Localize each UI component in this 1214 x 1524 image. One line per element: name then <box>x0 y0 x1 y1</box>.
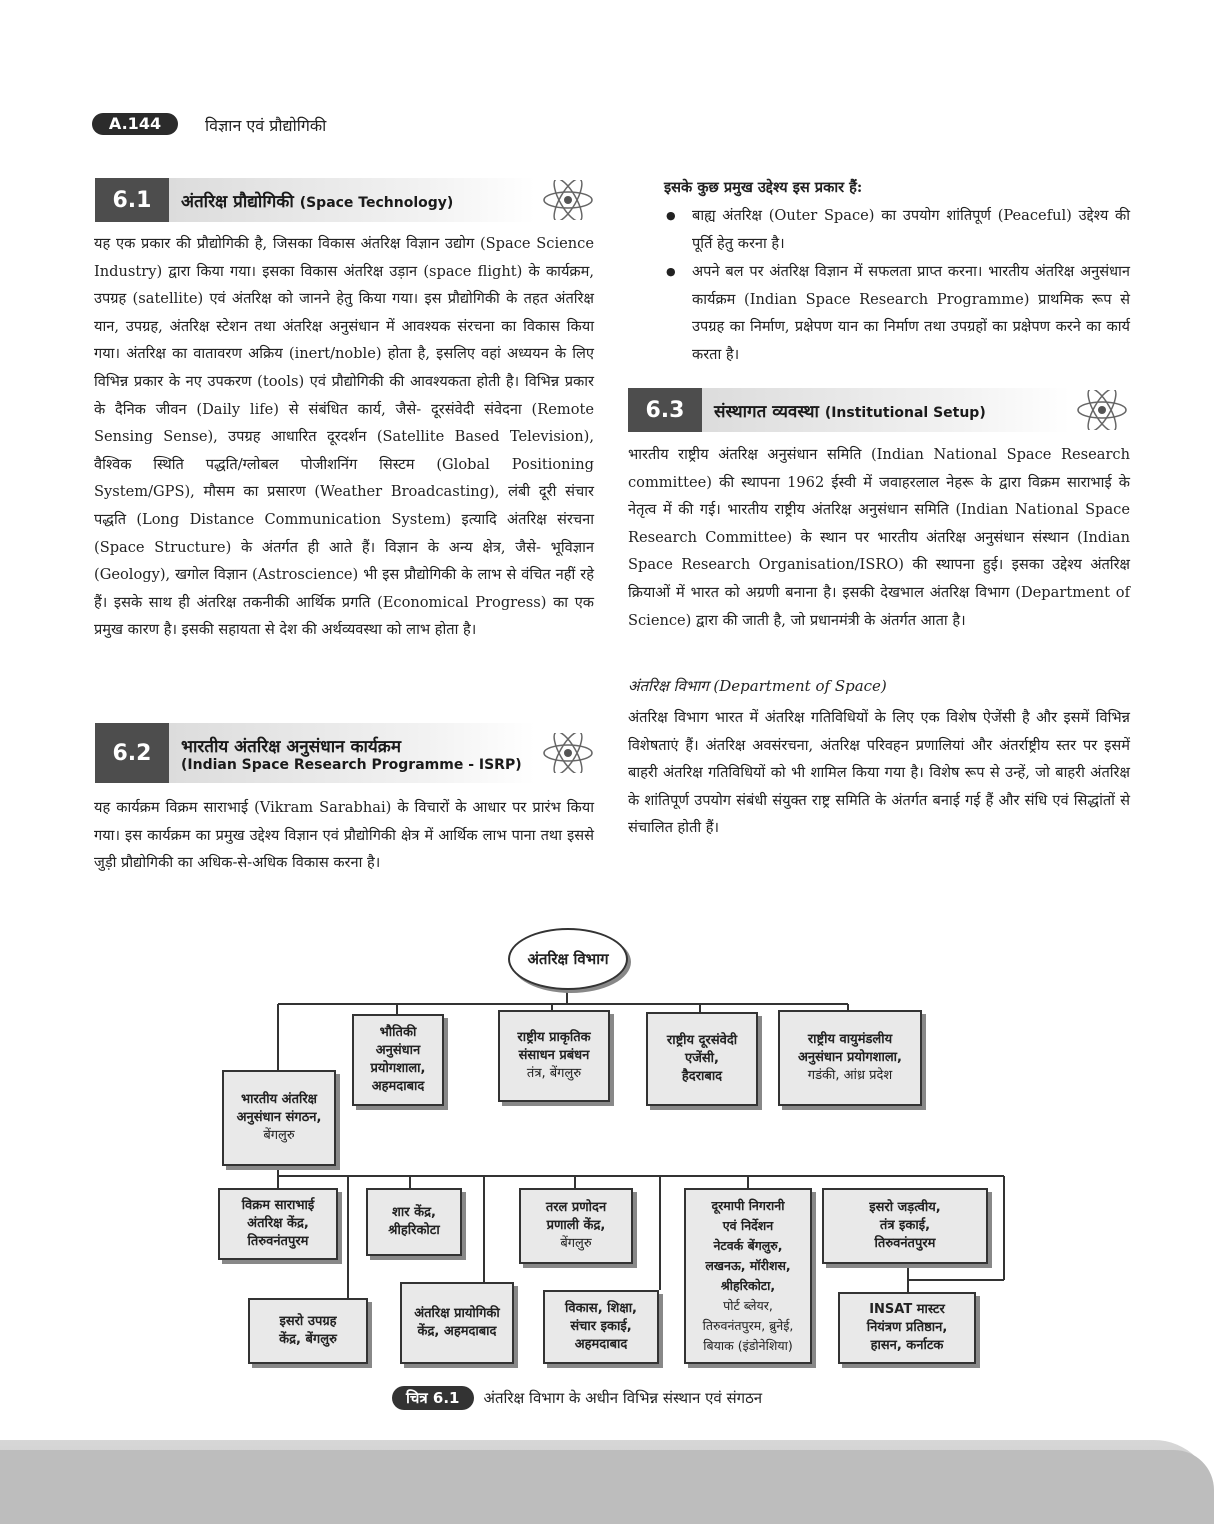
section-6-2-paragraph: यह कार्यक्रम विक्रम साराभाई (Vikram Sarabhai) के विचारों के आधार पर प्रारंभ किया गया। इस कार्यक्रम का प्रमुख उद्देश्य विज्ञान एवं प्रौद्योगिकी क्षेत्र में आर्थिक लाभ पाना तथा इससे जुड़ी प्रौद्योगिकी का अधिक-से-अधिक विकास करना है। <box>94 799 594 872</box>
node-line: श्रीहरिकोटा <box>388 1223 440 1238</box>
chart-node <box>498 1010 610 1102</box>
node-line: राष्ट्रीय प्राकृतिक <box>517 1030 591 1045</box>
node-line: अहमदाबाद <box>371 1079 425 1094</box>
chart-node-isro <box>222 1070 336 1166</box>
node-line: बियाक (इंडोनेशिया) <box>703 1338 793 1353</box>
node-line: अनुसंधान <box>375 1043 421 1058</box>
node-line: INSAT मास्टर <box>869 1302 945 1317</box>
section-6-3-paragraph: भारतीय राष्ट्रीय अंतरिक्ष अनुसंधान समिति (Indian National Space Research committee) की स्थापना 1962 ईस्वी में जवाहरलाल नेहरू के द्वारा विक्रम साराभाई के नेतृत्व में की गई। भारतीय राष्ट्रीय अंतरिक्ष अनुसंधान समिति (Indian National Space Research Committee) के स्थान पर भारतीय अंतरिक्ष अनुसंधान संस्थान (Indian Space Research Organisation/ISRO) की स्थापना हुई। इसका उद्देश्य अंतरिक्ष क्रियाओं में भारत को अग्रणी बनाना है। इसकी देखभाल अंतरिक्ष विभाग (Department of Science) द्वारा की जाती है, जो प्रधानमंत्री के अंतर्गत आता है। <box>628 446 1130 629</box>
node-line: हैदराबाद <box>681 1069 723 1084</box>
figure-caption-text: अंतरिक्ष विभाग के अधीन विभिन्न संस्थान एवं संगठन <box>483 1389 763 1407</box>
node-line: बेंगलुरु <box>560 1236 592 1251</box>
objective-item: ● अपने बल पर अंतरिक्ष विज्ञान में सफलता प्राप्त करना। भारतीय अंतरिक्ष अनुसंधान कार्यक्रम (Indian Space Research Programme) प्राथमिक रूप से उपग्रह का निर्माण, प्रक्षेपण यान का निर्माण तथा उपग्रहों का प्रक्षेपण करने का कार्य करता है। <box>664 258 1130 368</box>
figure-caption <box>392 1386 762 1410</box>
title-hindi: संस्थागत व्यवस्था <box>714 401 819 422</box>
node-line: संसाधन प्रबंधन <box>518 1048 590 1063</box>
node-line: संचार इकाई, <box>570 1319 632 1334</box>
node-line: दूरमापी निगरानी <box>711 1198 785 1213</box>
chart-root-node: अंतरिक्ष विभाग <box>508 928 628 990</box>
title-hindi: भारतीय अंतरिक्ष अनुसंधान कार्यक्रम <box>181 736 401 757</box>
node-line: अंतरिक्ष केंद्र, <box>247 1216 309 1231</box>
figure-label: चित्र 6.1 <box>392 1386 474 1410</box>
section-number: 6.3 <box>628 388 702 432</box>
chart-node <box>543 1290 659 1364</box>
section-number: 6.2 <box>95 723 169 783</box>
chart-node <box>778 1010 922 1106</box>
chart-node <box>248 1298 368 1364</box>
node-line: अहमदाबाद <box>574 1337 628 1352</box>
node-line: प्रयोगशाला, <box>370 1061 426 1076</box>
node-line: राष्ट्रीय वायुमंडलीय <box>807 1032 893 1047</box>
chart-node <box>218 1188 338 1260</box>
node-line: पोर्ट ब्लेयर, <box>723 1298 773 1313</box>
chart-node <box>366 1188 462 1256</box>
chart-node <box>519 1188 633 1264</box>
node-line: तिरुवनंतपुरम, ब्रुनेई, <box>702 1318 794 1333</box>
node-line: गडंकी, आंध्र प्रदेश <box>807 1068 893 1083</box>
title-english: (Institutional Setup) <box>824 404 986 421</box>
node-line: भारतीय अंतरिक्ष <box>240 1092 317 1107</box>
chart-node <box>646 1012 758 1106</box>
node-line: इसरो जड़त्वीय, <box>869 1200 941 1215</box>
chart-node <box>822 1188 988 1264</box>
title-english: (Space Technology) <box>299 194 454 211</box>
node-line: राष्ट्रीय दूरसंवेदी <box>666 1033 738 1048</box>
node-line: बेंगलुरु <box>263 1128 295 1143</box>
chart-node <box>352 1014 444 1106</box>
node-line: केंद्र, अहमदाबाद <box>417 1324 497 1339</box>
department-paragraph: अंतरिक्ष विभाग भारत में अंतरिक्ष गतिविधियों के लिए एक विशेष ऐजेंसी है और इसमें विभिन्न विशेषताएं हैं। अंतरिक्ष अवसंरचना, अंतरिक्ष परिवहन प्रणालियां और अंतर्राष्ट्रीय स्तर पर इसमें बाहरी अंतरिक्ष गतिविधियों को भी शामिल किया गया है। विशेष रूप से उन्हें, जो बाहरी अंतरिक्ष के शांतिपूर्ण उपयोग संबंधी संयुक्त राष्ट्र समिति के अंतर्गत बनाई गई हैं और संधि एवं सिद्धांतों से संचालित होती हैं। <box>628 709 1130 837</box>
node-line: केंद्र, बेंगलुरु <box>279 1332 337 1347</box>
node-line: इसरो उपग्रह <box>279 1314 337 1329</box>
node-line: शार केंद्र, <box>392 1205 436 1220</box>
department-subheading: अंतरिक्ष विभाग (Department of Space) <box>628 677 887 695</box>
chart-node-telemetry <box>684 1188 812 1364</box>
running-title: विज्ञान एवं प्रौद्योगिकी <box>205 116 327 135</box>
node-line: अनुसंधान प्रयोगशाला, <box>798 1050 902 1065</box>
node-line: भौतिकी <box>379 1025 417 1040</box>
node-line: तरल प्रणोदन <box>545 1200 607 1215</box>
node-line: अंतरिक्ष प्रायोगिकी <box>414 1306 500 1321</box>
node-line: नेटवर्क बेंगलुरु, <box>713 1238 783 1253</box>
chart-node <box>400 1282 514 1364</box>
objectives-intro: इसके कुछ प्रमुख उद्देश्य इस प्रकार हैं: <box>664 179 863 196</box>
objective-item: ● बाह्य अंतरिक्ष (Outer Space) का उपयोग शांतिपूर्ण (Peaceful) उद्देश्य की पूर्ति हेतु करना है। <box>664 202 1130 257</box>
node-line: तिरुवनंतपुरम <box>247 1234 309 1249</box>
title-english: (Indian Space Research Programme - ISRP) <box>181 756 522 773</box>
node-line: तंत्र इकाई, <box>879 1218 931 1233</box>
node-line: तंत्र, बेंगलुरु <box>526 1066 582 1081</box>
node-line: विकास, शिक्षा, <box>564 1301 638 1316</box>
chart-node <box>838 1292 976 1364</box>
section-6-1-paragraph: यह एक प्रकार की प्रौद्योगिकी है, जिसका विकास अंतरिक्ष विज्ञान उद्योग (Space Science Industry) द्वारा किया गया। इसका विकास अंतरिक्ष उड़ान (space flight) के कार्यक्रम, उपग्रह (satellite) एवं अंतरिक्ष को जानने हेतु किया गया। इस प्रौद्योगिकी के तहत अंतरिक्ष यान, उपग्रह, अंतरिक्ष स्टेशन तथा अंतरिक्ष अनुसंधान में आवश्यक संरचना का विकास किया गया। अंतरिक्ष का वातावरण अक्रिय (inert/noble) होता है, इसलिए वहां अध्ययन के लिए विभिन्न प्रकार के नए उपकरण (tools) एवं प्रौद्योगिकी की आवश्यकता होती है। विभिन्न प्रकार के दैनिक जीवन (Daily life) से संबंधित कार्य, जैसे- दूरसंवेदी संवेदना (Remote Sensing Sense), उपग्रह आधारित दूरदर्शन (Satellite Based Television), वैश्विक स्थिति पद्धति/ग्लोबल पोजीशनिंग सिस्टम (Global Positioning System/GPS), मौसम का प्रसारण (Weather Broadcasting), लंबी दूरी संचार पद्धति (Long Distance Communication System) इत्यादि अंतरिक्ष संरचना (Space Structure) के अंतर्गत ही आते हैं। विज्ञान के अन्य क्षेत्र, जैसे- भूविज्ञान (Geology), खगोल विज्ञान (Astroscience) भी इस प्रौद्योगिकी के लाभ से वंचित नहीं रहे हैं। इसके साथ ही अंतरिक्ष तकनीकी आर्थिक प्रगति (Economical Progress) का एक प्रमुख कारण है। इसकी सहायता से देश की अर्थव्यवस्था को लाभ होता है। <box>94 235 594 639</box>
node-line: तिरुवनंतपुरम <box>874 1236 936 1251</box>
node-line: हासन, कर्नाटक <box>870 1338 944 1353</box>
node-line: अनुसंधान संगठन, <box>236 1110 322 1125</box>
title-hindi: अंतरिक्ष प्रौद्योगिकी <box>181 191 294 212</box>
node-line: प्रणाली केंद्र, <box>546 1218 606 1233</box>
node-line: विक्रम साराभाई <box>241 1198 315 1213</box>
footer-band-inner <box>0 1450 1214 1524</box>
node-line: नियंत्रण प्रतिष्ठान, <box>866 1320 948 1335</box>
page-number: A.144 <box>92 113 178 135</box>
node-line: एवं निर्देशन <box>722 1218 774 1233</box>
node-line: एजेंसी, <box>685 1051 719 1066</box>
section-number: 6.1 <box>95 178 169 222</box>
node-line: श्रीहरिकोटा, <box>720 1278 776 1293</box>
node-line: लखनऊ, मॉरीशस, <box>705 1258 791 1273</box>
